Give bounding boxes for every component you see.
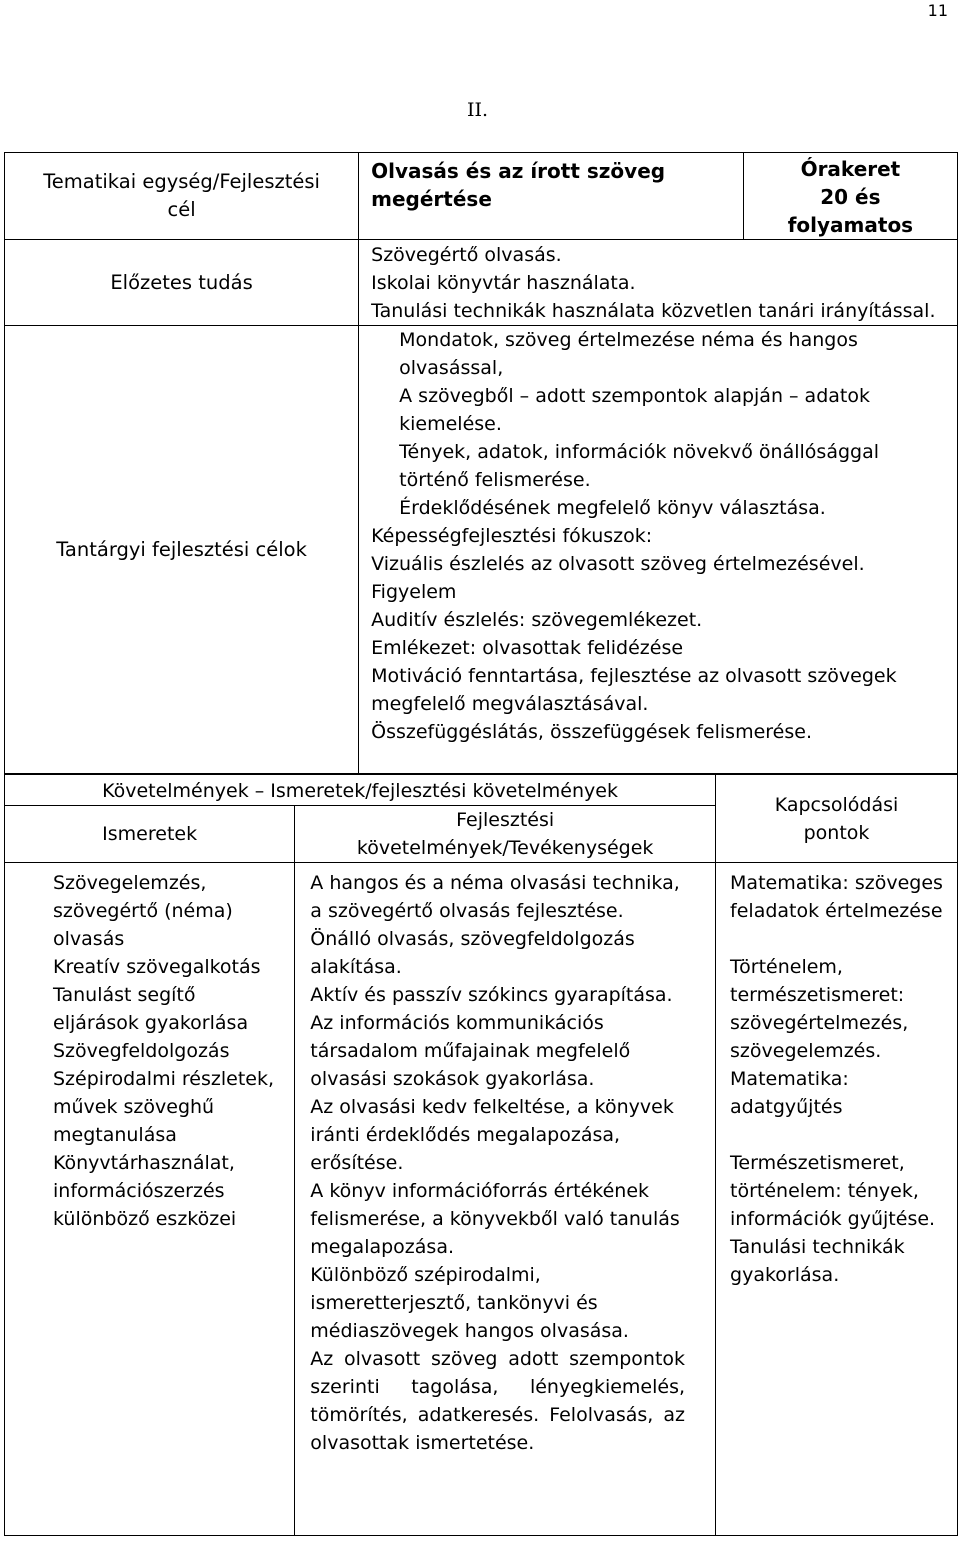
goal-line: Motiváció fenntartása, fejlesztése az olvasott szövegek megfelelő megválasztásával. [371, 665, 897, 715]
connection-item: Tanulási technikák gyakorlása. [730, 1236, 905, 1286]
development-item: Különböző szépirodalmi, ismeretterjesztő, tankönyvi és médiaszövegek hangos olvasása. [310, 1264, 629, 1342]
development-item: Aktív és passzív szókincs gyarapítása. [310, 984, 673, 1006]
prior-knowledge-line: Tanulási technikák használata közvetlen tanári irányítással. [371, 300, 936, 322]
goal-line: Képességfejlesztési fókuszok: [371, 525, 653, 547]
subject-goals-content [359, 326, 958, 774]
development-header: Fejlesztési követelmények/Tevékenységek [295, 806, 716, 863]
page-number: 11 [927, 1, 948, 20]
topic-table [4, 152, 958, 774]
requirements-table [4, 774, 958, 1536]
requirements-header: Követelmények – Ismeretek/fejlesztési követelmények [5, 775, 716, 806]
goal-line: Mondatok, szöveg értelmezése néma és hangos olvasással, [399, 329, 858, 379]
development-item: Az olvasott szöveg adott szempontok szerinti tagolása, lényegkiemelés, tömörítés, adatkeresés. Felolvasás, az olvasottak ismertetése. [310, 1348, 686, 1454]
knowledge-header: Ismeretek [5, 806, 295, 863]
prior-knowledge-line: Iskolai könyvtár használata. [371, 272, 636, 294]
subject-goals-label: Tantárgyi fejlesztési célok [5, 326, 359, 774]
development-column [295, 863, 716, 1536]
connection-points-header: Kapcsolódási pontok [716, 775, 958, 863]
hours-label: Órakeret [800, 157, 901, 181]
hours-cell [743, 153, 957, 240]
goal-line: Érdeklődésének megfelelő könyv választása. [399, 497, 826, 519]
knowledge-item: Szövegfeldolgozás [53, 1040, 230, 1062]
development-item: A hangos és a néma olvasási technika, a szövegértő olvasás fejlesztése. [310, 872, 680, 922]
topic-title: Olvasás és az írott szöveg megértése [359, 153, 744, 240]
prior-knowledge-label: Előzetes tudás [5, 240, 359, 326]
knowledge-item: Szépirodalmi részletek, művek szöveghű megtanulása [53, 1068, 274, 1146]
topic-unit-label: Tematikai egység/Fejlesztési cél [5, 153, 359, 240]
connection-item: Történelem, természetismeret: szövegértelmezés, szövegelemzés. [730, 956, 909, 1062]
development-item: Az olvasási kedv felkeltése, a könyvek iránti érdeklődés megalapozása, erősítése. [310, 1096, 674, 1174]
goal-line: A szövegből – adott szempontok alapján – adatok kiemelése. [399, 385, 870, 435]
hours-value: 20 és folyamatos [787, 185, 914, 237]
goal-line: Auditív észlelés: szövegemlékezet. [371, 609, 703, 631]
development-item: A könyv információforrás értékének felismerése, a könyvekből való tanulás megalapozása. [310, 1180, 680, 1258]
development-item: Az információs kommunikációs társadalom műfajainak megfelelő olvasási szokások gyakorlása. [310, 1012, 631, 1090]
connection-item: Matematika: szöveges feladatok értelmezése [730, 872, 943, 922]
connection-column [716, 863, 958, 1536]
goal-line: Összefüggéslátás, összefüggések felismerése. [371, 721, 812, 743]
goal-line: Emlékezet: olvasottak felidézése [371, 637, 684, 659]
prior-knowledge-content [359, 240, 958, 326]
development-item: Önálló olvasás, szövegfeldolgozás alakítása. [310, 928, 635, 978]
goal-line: Figyelem [371, 581, 457, 603]
goal-line: Tények, adatok, információk növekvő önállósággal történő felismerése. [399, 441, 880, 491]
knowledge-item: Kreatív szövegalkotás [53, 956, 261, 978]
connection-item: Természetismeret, történelem: tények, információk gyűjtése. [730, 1152, 936, 1230]
knowledge-item: Szövegelemzés, szövegértő (néma) olvasás [53, 872, 233, 950]
knowledge-column [5, 863, 295, 1536]
connection-item: Matematika: adatgyűjtés [730, 1068, 849, 1118]
prior-knowledge-line: Szövegértő olvasás. [371, 244, 562, 266]
goal-line: Vizuális észlelés az olvasott szöveg értelmezésével. [371, 553, 865, 575]
knowledge-item: Könyvtárhasználat, információszerzés különböző eszközei [53, 1152, 237, 1230]
section-label: II. [467, 99, 489, 121]
knowledge-item: Tanulást segítő eljárások gyakorlása [53, 984, 249, 1034]
